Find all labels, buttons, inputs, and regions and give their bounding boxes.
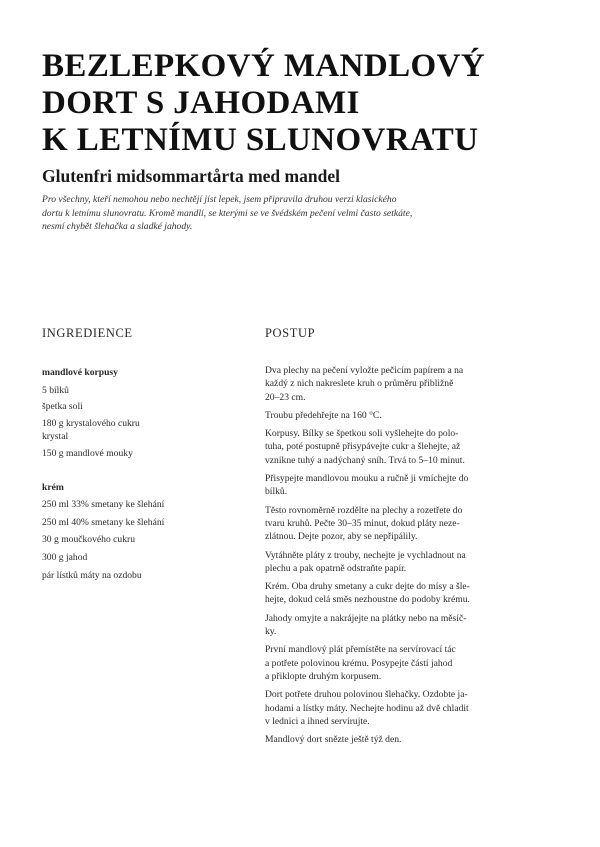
ingredient-item: 150 g mandlové mouky xyxy=(42,447,133,459)
intro-line: Pro všechny, kteří nemohou nebo nechtějí jíst lepek, jsem připravila druhou verzi klasického xyxy=(42,194,397,205)
title-line: BEZLEPKOVÝ MANDLOVÝ xyxy=(42,48,486,84)
step-line: a přiklopte druhým korpusem. xyxy=(265,670,382,682)
recipe-title xyxy=(42,48,562,159)
step-line: Dort potřete druhou polovinou šlehačky. Ozdobte ja- xyxy=(265,689,468,701)
ingredients-heading: INGREDIENCE xyxy=(42,326,133,340)
method-step xyxy=(265,472,545,499)
method-step xyxy=(265,504,545,544)
step-line: vznikne tuhý a nadýchaný sníh. Trvá to 5–10 minut. xyxy=(265,454,465,466)
method-steps xyxy=(265,364,545,751)
recipe-intro xyxy=(42,193,542,234)
step-line: zlátnou. Dejte pozor, aby se nepřipálily. xyxy=(265,531,418,543)
step-line: Jahody omyjte a nakrájejte na plátky nebo na měsíč- xyxy=(265,612,467,624)
step-line: Korpusy. Bílky se špetkou soli vyšlehejte do polo- xyxy=(265,428,459,440)
method-step xyxy=(265,364,545,404)
method-step xyxy=(265,409,545,422)
step-line: ky. xyxy=(265,626,277,638)
step-line: tvaru kruhů. Pečte 30–35 minut, dokud pláty neze- xyxy=(265,517,460,529)
step-line: a potřete polovinou krému. Posypejte částí jahod xyxy=(265,657,453,669)
title-line: K LETNÍMU SLUNOVRATU xyxy=(42,122,479,158)
method-step xyxy=(265,427,545,467)
ingredient-item: 250 ml 40% smetany ke šlehání xyxy=(42,516,165,528)
method-step xyxy=(265,612,545,639)
step-line: Dva plechy na pečení vyložte pečicím papírem a na xyxy=(265,365,464,376)
step-line: 20–23 cm. xyxy=(265,391,306,403)
step-line: První mandlový plát přemístěte na servírovací tác xyxy=(265,644,456,656)
ingredient-group xyxy=(42,366,242,461)
ingredient-item: pár lístků máty na ozdobu xyxy=(42,569,142,581)
ingredient-group-title: krém xyxy=(42,481,64,493)
method-step xyxy=(265,688,545,728)
step-line: Mandlový dort snězte ještě týž den. xyxy=(265,734,402,746)
intro-line: dortu k letnímu slunovratu. Kromě mandlí, se kterými se ve švédském pečení velmi často setkáte, xyxy=(42,207,413,219)
ingredient-item: 5 bílků xyxy=(42,384,69,396)
method-heading: POSTUP xyxy=(265,326,316,340)
title-line: DORT S JAHODAMI xyxy=(42,85,360,121)
recipe-subtitle: Glutenfri midsommartårta med mandel xyxy=(42,166,340,186)
ingredient-item: 250 ml 33% smetany ke šlehání xyxy=(42,499,165,511)
step-line: Těsto rovnoměrně rozdělte na plechy a rozetřete do xyxy=(265,504,463,516)
ingredients-list xyxy=(42,366,242,602)
ingredient-item: 180 g krystalového cukru krystal xyxy=(42,417,140,443)
intro-line: nesmí chybět šlehačka a sladké jahody. xyxy=(42,221,193,232)
ingredient-item: 30 g moučkového cukru xyxy=(42,534,135,546)
step-line: v lednici a ihned servírujte. xyxy=(265,715,370,727)
method-step xyxy=(265,643,545,683)
method-step xyxy=(265,580,545,607)
step-line: Troubu předehřejte na 160 °C. xyxy=(265,409,382,421)
step-line: hodami a lístky máty. Nechejte hodinu až dvě chladit xyxy=(265,702,469,714)
ingredient-group xyxy=(42,481,242,583)
method-step xyxy=(265,549,545,576)
step-line: Přisypejte mandlovou mouku a ručně ji vmíchejte do xyxy=(265,473,469,485)
method-step xyxy=(265,733,545,746)
step-line: Krém. Oba druhy smetany a cukr dejte do mísy a šle- xyxy=(265,581,470,593)
step-line: Vytáhněte pláty z trouby, nechejte je vychladnout na xyxy=(265,549,466,561)
ingredient-group-title: mandlové korpusy xyxy=(42,367,118,378)
step-line: plechu a pak opatrně odstraňte papír. xyxy=(265,562,407,574)
step-line: bílků. xyxy=(265,486,288,498)
step-line: hejte, dokud celá směs nezhoustne do podoby krému. xyxy=(265,594,470,606)
ingredient-item: 300 g jahod xyxy=(42,551,88,563)
step-line: tuha, poté postupně přisypávejte cukr a šlehejte, až xyxy=(265,441,461,453)
step-line: každý z nich nakreslete kruh o průměru přibližně xyxy=(265,378,454,390)
ingredient-item: špetka soli xyxy=(42,401,83,413)
